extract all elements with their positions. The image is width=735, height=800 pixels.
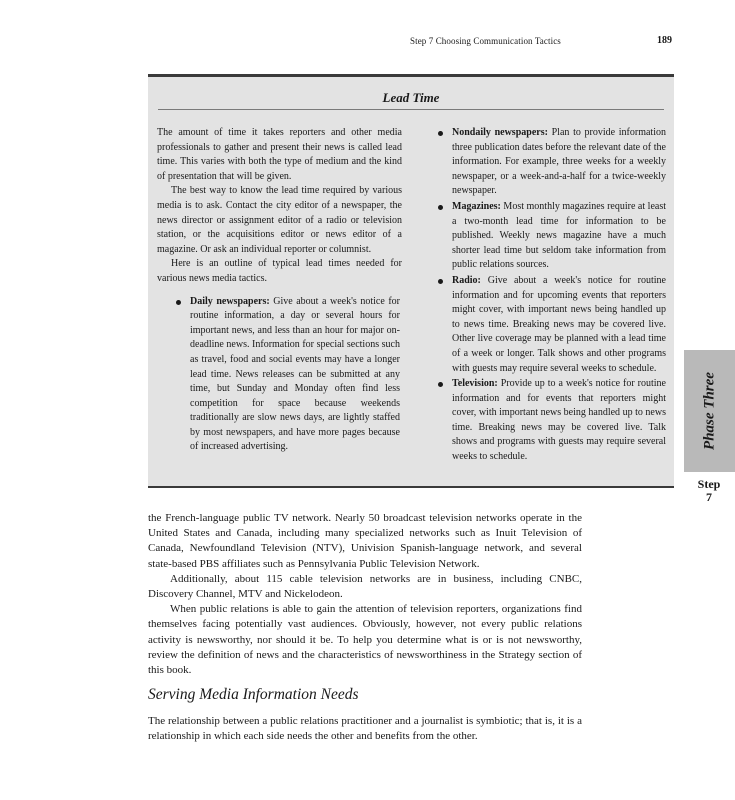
section-body-text <box>148 714 582 744</box>
bullet-term: Radio: <box>452 274 481 286</box>
sidebar-right-column <box>437 126 666 466</box>
bullet-term: Nondaily newspapers: <box>452 127 548 138</box>
bullet-term: Television: <box>452 378 498 390</box>
right-bullet-list <box>437 126 666 465</box>
body-paragraph: the French-language public TV network. Nearly 50 broadcast television networks operate in the United States and Canada, including many specialized networks such as Inuit Television of Canada, Newfoundland Television (NTV), Univision Spanish-language network, and several state-based PBS affiliates such as Pennsylvania Public Television Network. <box>148 512 582 570</box>
bullet-radio <box>437 274 666 376</box>
bullet-text: Plan to provide information three publication dates before the relevant date of the information. For example, three weeks for a weekly newspaper, or a week-and-a-half for a twice-weekly newspaper. <box>452 127 666 197</box>
section-heading: Serving Media Information Needs <box>148 686 359 703</box>
page-number: 189 <box>657 35 672 46</box>
bullet-nondaily-newspapers <box>437 126 666 199</box>
running-head: Step 7 Choosing Communication Tactics <box>410 36 561 46</box>
bullet-magazines <box>437 200 666 273</box>
body-paragraph: When public relations is able to gain the attention of television reporters, organizations find themselves facing potentially vast audiences. Obviously, however, not every public relations activity is newsworthy, nor should it be. To help you determine what is or is not newsworthy, review the definition of news and the characteristics of newsworthiness in the Strategy section of this book. <box>148 603 582 677</box>
bullet-daily-newspapers <box>175 295 400 456</box>
bullet-television <box>437 377 666 465</box>
sidebar-left-column <box>157 126 402 455</box>
sidebar-paragraph: The amount of time it takes reporters and other media professionals to gather and present their news is called lead time. This varies with both the type of medium and the kind of presentation that will be given. <box>157 127 402 182</box>
left-bullet-list <box>175 295 400 456</box>
sidebar-paragraph: Here is an outline of typical lead times needed for various news media tactics. <box>157 258 402 284</box>
step-marker <box>686 478 732 504</box>
body-paragraph: The relationship between a public relations practitioner and a journalist is symbiotic; that is, it is a relationship in which each side needs the other and benefits from the other. <box>148 715 582 743</box>
body-text <box>148 511 582 678</box>
bullet-text: Give about a week's notice for routine information and for upcoming events that reporters might cover, with important news being handled up to news time. Breaking news may be covered live. Other live coverage may be planned with a lead time of a week or longer. Talk shows and other programs with guests may require several weeks to schedule. <box>452 274 666 374</box>
sidebar-title: Lead Time <box>382 90 440 105</box>
lead-time-sidebar <box>148 74 674 488</box>
phase-tab-label: Phase Three <box>701 372 717 450</box>
step-number: 7 <box>706 490 712 504</box>
sidebar-paragraph: The best way to know the lead time required by various media is to ask. Contact the city editor of a newspaper, the news director or assignment editor of a radio or television station, or the acquisitions editor or news editor of a magazine. Or ask an individual reporter or columnist. <box>157 185 402 255</box>
step-label: Step <box>697 477 721 491</box>
body-paragraph: Additionally, about 115 cable television networks are in business, including CNBC, Discovery Channel, MTV and Nickelodeon. <box>148 572 582 601</box>
bullet-text: Most monthly magazines require at least a two-month lead time for information to be published. Weekly news magazine have a much shorter lead time but seldom take information from public relations sources. <box>452 200 666 271</box>
bullet-text: Give about a week's notice for routine information, a day or several hours for important news, and less than an hour for major on-deadline news. Information for special sections such as travel, food and social events may have a longer lead time. News releases can be submitted at any time, but Sunday and Monday often find less competition for space because weekends traditionally are slow news days, are lightly staffed by most newspapers, and have more pages because of increased advertising. <box>190 295 400 453</box>
bullet-term: Magazines: <box>452 200 501 212</box>
sidebar-divider <box>158 109 664 110</box>
phase-tab <box>684 350 735 472</box>
bullet-term: Daily newspapers: <box>190 295 270 307</box>
bullet-text: Provide up to a week's notice for routine information and for events that reporters might cover, with important news being handled up to news time. Breaking news may be covered live. Talk shows and programs with guests may require several weeks to schedule. <box>452 378 666 463</box>
